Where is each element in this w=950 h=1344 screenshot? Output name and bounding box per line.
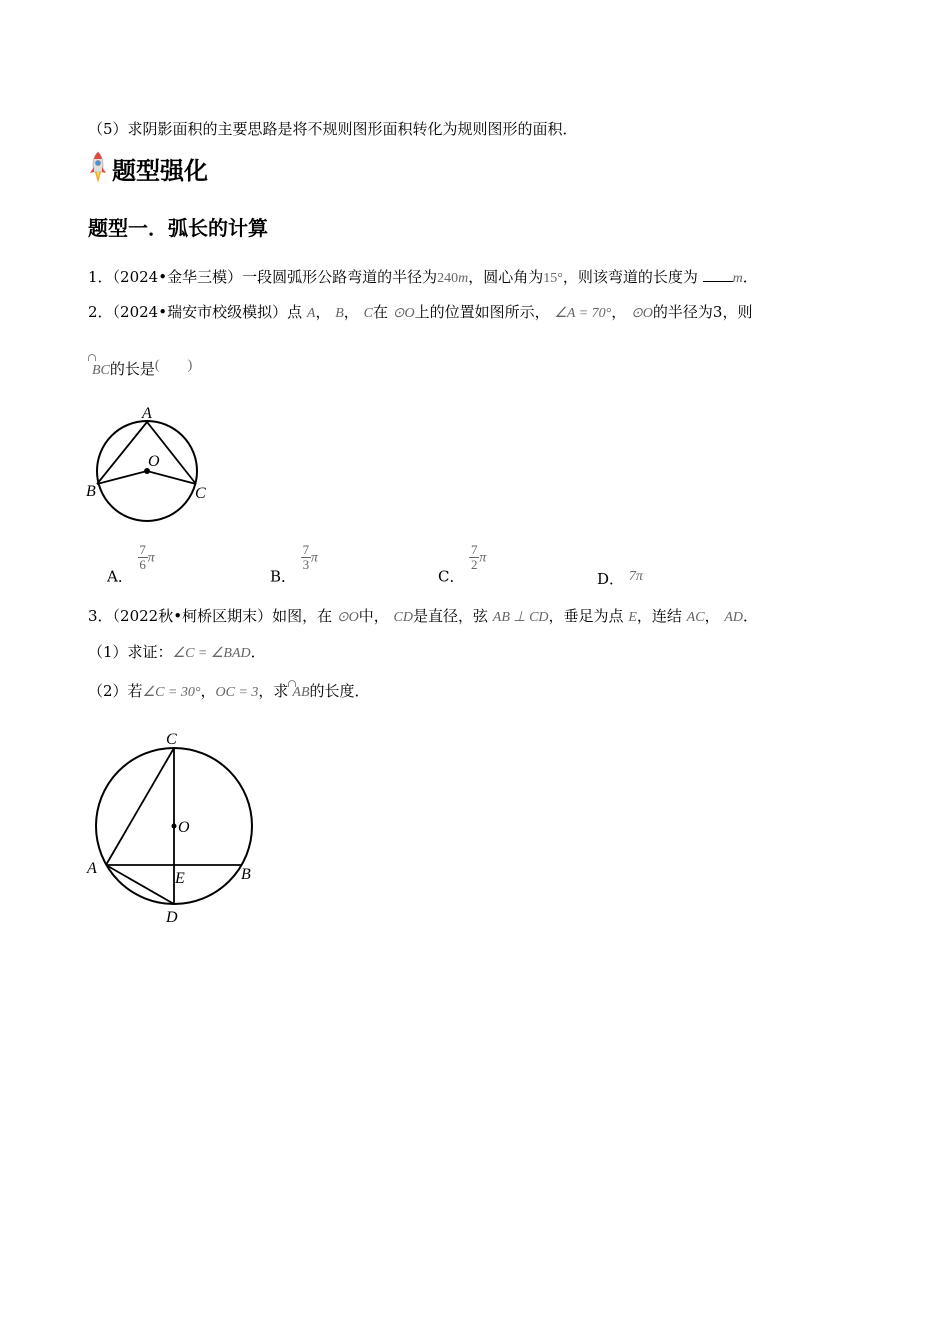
q3-ad: AD [724,610,744,625]
q3-text: ，求 [258,682,289,700]
pi-symbol: π [310,550,318,566]
q2-text: 的半径为3，则 [652,303,753,321]
q3-part2-arc: AB [292,685,310,700]
q2-circle-o: ⊙O [392,306,415,321]
q1-number: 1． [88,268,113,286]
q3-text: ． [743,607,759,625]
q3-label-a: A [87,860,97,877]
numerator: 7 [139,542,146,557]
numerator: 7 [471,542,478,557]
section-header [86,150,208,186]
q2-angle-a: ∠A = 70° [554,306,612,321]
q3-part2-label: （2）若 [88,682,143,700]
q3-text: ， [704,607,720,625]
q1-text-c: ，则该弯道的长度为 [562,268,698,286]
q3-segment-ac [106,748,174,865]
q2-source: （2024•瑞安市校级模拟） [112,303,288,321]
q3-part2-oc: OC = 3 [215,685,259,700]
q2-number: 2． [88,303,113,321]
option-letter: C． [438,567,465,586]
denominator: 6 [139,557,146,572]
option-fraction [469,543,479,572]
q2-option-a[interactable] [107,543,155,587]
option-value: 7π [628,569,643,584]
section-title: 题型强化 [112,156,208,185]
option-letter: B． [270,567,297,586]
q3-label-c: C [166,731,177,748]
q1-source: （2024•金华三模） [112,268,243,286]
q2-text: 在 [372,303,388,321]
q3-label-b: B [241,866,251,883]
q2-label-o: O [148,453,160,470]
option-letter: D． [597,570,625,588]
q3-part2-angle: ∠C = 30° [142,685,201,700]
q2-text: ， [611,303,627,321]
q2-circle-o: ⊙O [631,306,653,321]
q3-perp: AB ⊥ CD [492,610,549,625]
subsection-title: 题型一．弧长的计算 [88,216,268,240]
q1-text: 一段圆弧形公路弯道的半径为 [242,268,438,286]
q3-text: ，连结 [636,607,682,625]
q2-point-c: C [363,306,373,321]
q3-part-1 [88,641,266,662]
q3-part1-end: ． [250,643,266,661]
q3-ac: AC [686,610,705,625]
q2-label-c: C [195,485,206,502]
q2-option-d[interactable] [597,568,643,589]
q2-comma: ， [343,303,359,321]
q1-end: ． [742,268,758,286]
q3-text: 是直径，弦 [412,607,488,625]
q3-text: ， [200,682,216,700]
option-fraction [301,543,311,572]
denominator: 3 [302,557,310,572]
q2-option-b[interactable] [270,543,318,587]
q3-part1-math: ∠C = ∠BAD [172,646,251,661]
q2-answer-paren[interactable]: ( ) [154,358,193,373]
q2-comma: ， [315,303,331,321]
option-fraction [138,543,148,572]
q2-text: 上的位置如图所示， [414,303,550,321]
q3-part2-end: 的长度． [309,682,370,700]
q3-part-2 [88,680,370,701]
q1-answer-blank[interactable] [703,269,733,282]
q3-part1-label: （1）求证： [88,643,173,661]
intro-point: （5）求阴影面积的主要思路是将不规则图形面积转化为规则图形的面积． [88,120,578,138]
q3-cd: CD [393,610,413,625]
q1-radius: 240 [437,271,459,286]
q2-point-b: B [335,306,344,321]
q2-chords [97,422,196,484]
q3-figure [84,726,264,930]
q3-e: E [628,610,637,625]
question-3 [88,605,758,626]
numerator: 7 [302,542,310,557]
question-2-line2 [88,354,192,379]
q1-text-b: ，圆心角为 [468,268,544,286]
option-letter: A． [107,567,133,586]
q3-circle-o: ⊙O [336,610,359,625]
q3-label-e: E [175,870,185,887]
q2-text: 点 [287,303,303,321]
arc-symbol-icon [88,354,96,361]
q3-label-d: D [166,909,178,926]
question-1 [88,266,758,287]
q1-unit-2: m [732,271,743,286]
q3-label-o: O [178,819,190,836]
question-2 [88,301,752,322]
denominator: 2 [471,557,478,572]
q1-angle: 15° [543,271,563,286]
q2-label-b: B [86,483,96,500]
q3-text: ，垂足为点 [548,607,624,625]
pi-symbol: π [147,550,155,566]
q2-point-a: A [306,306,316,321]
q3-segment-ad [106,865,174,904]
q3-text: 中， [358,607,389,625]
q3-center-point [172,824,177,829]
q3-number: 3． [88,607,113,625]
q1-unit: m [458,271,469,286]
pi-symbol: π [479,550,487,566]
q2-label-a: A [142,405,152,422]
q2-arc-bc: BC [92,363,110,378]
q2-figure [84,400,214,530]
q3-text: 如图，在 [272,607,333,625]
q2-option-c[interactable] [438,543,486,587]
rocket-icon [86,150,110,186]
q3-source: （2022秋•柯桥区期末） [112,607,273,625]
q2-text: 的长是 [109,360,155,378]
